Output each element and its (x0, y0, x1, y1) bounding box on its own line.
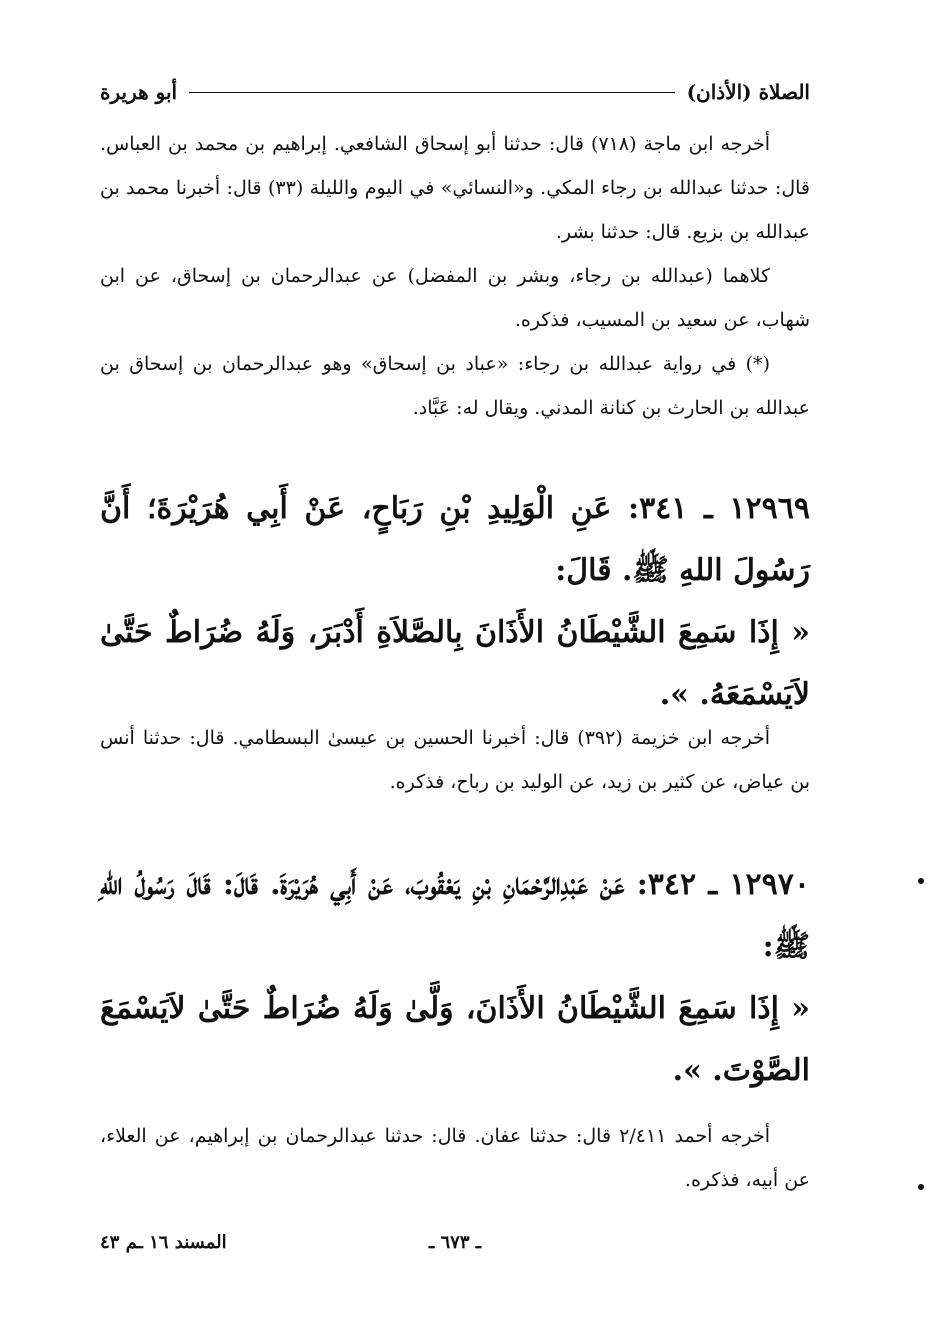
header-rule (189, 92, 674, 93)
takhrij-block-1 (100, 122, 810, 430)
hadith-matn: « إِذَا سَمِعَ الشَّيْطَانُ الأَذَانَ، وَلَّىٰ وَلَهُ ضُرَاطٌ حَتَّىٰ لاَيَسْمَعَ الصَّوْتَ. ». (100, 991, 810, 1088)
takhrij-block-2 (100, 716, 810, 804)
hadith-isnad: ١٢٩٦٩ ـ ٣٤١: عَنِ الْوَلِيدِ بْنِ رَبَاحٍ، عَنْ أَبِي هُرَيْرَةَ؛ أَنَّ رَسُولَ اللهِ ﷺ. قَالَ: (100, 491, 810, 588)
page-number: ـ ٦٧٣ ـ (428, 1232, 482, 1253)
hadith-matn: « إِذَا سَمِعَ الشَّيْطَانُ الأَذَانَ بِالصَّلاَةِ أَدْبَرَ، وَلَهُ ضُرَاطٌ حَتَّىٰ لاَيَسْمَعَهُ. ». (100, 615, 810, 712)
hadith-isnad: ١٢٩٧٠ ـ ٣٤٢: عَنْ عَبْدِالرَّحْمَانِ بْنِ يَعْقُوبَ، عَنْ أَبِي هُرَيْرَةَ. قَالَ: قَالَ رَسُولُ اللهِ ﷺ: (100, 867, 810, 964)
document-page (100, 60, 810, 1280)
takhrij-block-3 (100, 1114, 810, 1202)
header-chapter-title: الصلاة (الأذان) (686, 80, 810, 104)
volume-signature: المسند ١٦ ـم ٤٣ (100, 1232, 227, 1253)
margin-mark (918, 878, 924, 884)
running-header (100, 76, 810, 108)
footnote-paragraph: (*) في رواية عبدالله بن رجاء: «عباد بن إسحاق» وهو عبدالرحمان بن إسحاق بن عبدالله بن الحارث بن كنانة المدني. ويقال له: عَبَّاد. (100, 353, 810, 419)
takhrij-paragraph: أخرجه أحمد ٢/٤١١ قال: حدثنا عفان. قال: حدثنا عبدالرحمان بن إبراهيم، عن العلاء، عن أبيه، فذكره. (100, 1125, 810, 1191)
takhrij-paragraph: كلاهما (عبدالله بن رجاء، وبشر بن المفضل) عن عبدالرحمان بن إسحاق، عن ابن شهاب، عن سعيد بن المسيب، فذكره. (100, 265, 810, 331)
page-footer (100, 1232, 810, 1262)
takhrij-paragraph: أخرجه ابن ماجة (٧١٨) قال: حدثنا أبو إسحاق الشافعي. إبراهيم بن محمد بن العباس. قال: حدثنا عبدالله بن رجاء المكي. و«النسائي» في اليوم والليلة (٣٣) قال: أخبرنا محمد بن عبدالله بن بزيع. قال: حدثنا بشر. (100, 133, 810, 243)
hadith-12969 (100, 478, 810, 726)
header-narrator-name: أبو هريرة (100, 80, 178, 104)
margin-mark (918, 1184, 924, 1190)
takhrij-paragraph: أخرجه ابن خزيمة (٣٩٢) قال: أخبرنا الحسين بن عيسىٰ البسطامي. قال: حدثنا أنس بن عياض، عن كثير بن زيد، عن الوليد بن رباح، فذكره. (100, 727, 810, 793)
hadith-12970 (100, 854, 810, 1102)
